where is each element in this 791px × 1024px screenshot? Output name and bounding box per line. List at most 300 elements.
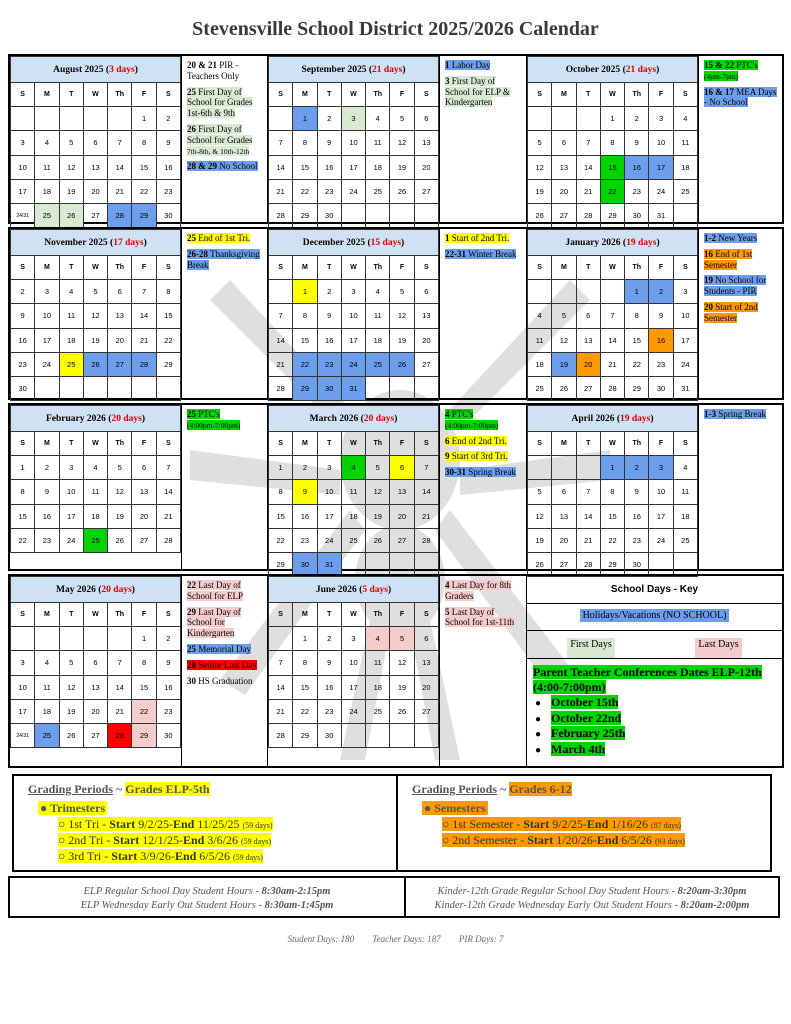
day-cell: 12 bbox=[59, 155, 83, 179]
day-cell: 4 bbox=[59, 280, 83, 304]
month-december bbox=[268, 229, 439, 401]
day-cell: 27 bbox=[390, 528, 414, 552]
note-entry bbox=[704, 60, 777, 82]
hours-label: ELP Regular School Day Student Hours - bbox=[83, 886, 262, 897]
weekday-header: Th bbox=[366, 603, 390, 627]
note-entry bbox=[187, 644, 262, 655]
day-cell: 20 bbox=[414, 155, 438, 179]
note-text: No School for Students - PIR bbox=[704, 275, 767, 297]
day-cell: 2 bbox=[293, 456, 317, 480]
day-cell bbox=[269, 627, 293, 651]
day-cell: 4 bbox=[673, 456, 697, 480]
day-cell: 9 bbox=[625, 480, 649, 504]
day-cell: 14 bbox=[108, 675, 132, 699]
day-cell: 25 bbox=[366, 179, 390, 203]
day-cell: 8 bbox=[132, 651, 156, 675]
note-date: 4 bbox=[445, 580, 450, 590]
note-date: 25 bbox=[187, 643, 196, 654]
day-cell: 13 bbox=[552, 155, 576, 179]
month-title: December 2025 (15 days) bbox=[269, 230, 439, 256]
grading-periods-6-12: Grading Periods ~ Grades 6-12 ● Semesters ○ 1st Semester - Start 9/2/25-End 1/16/26 (87 days) ○ 2nd Semester - Start 1/20/26-End 6/5/26 (93 days) bbox=[396, 774, 772, 872]
day-cell: 30 bbox=[317, 724, 341, 748]
day-cell: 19 bbox=[59, 179, 83, 203]
day-cell: 13 bbox=[83, 675, 107, 699]
day-cell: 21 bbox=[600, 352, 624, 376]
day-cell: 2 bbox=[625, 456, 649, 480]
day-cell bbox=[269, 107, 293, 131]
day-cell: 14 bbox=[269, 675, 293, 699]
day-cell: 1 bbox=[11, 456, 35, 480]
day-cell: 11 bbox=[673, 480, 697, 504]
day-cell: 27 bbox=[108, 352, 132, 376]
day-cell: 29 bbox=[293, 204, 317, 228]
notes-february bbox=[181, 405, 268, 569]
calendar-row-3 bbox=[8, 403, 784, 571]
start-date: 9/2/25- bbox=[135, 817, 173, 831]
day-cell: 4 bbox=[366, 627, 390, 651]
weekday-header: M bbox=[293, 603, 317, 627]
notes-september bbox=[439, 56, 527, 222]
day-cell: 14 bbox=[576, 155, 600, 179]
day-cell bbox=[576, 280, 600, 304]
key-ptc-date: February 25th bbox=[551, 726, 626, 740]
day-cell: 19 bbox=[390, 675, 414, 699]
day-cell: 1 bbox=[625, 280, 649, 304]
notes-may bbox=[181, 576, 268, 766]
day-cell: 15 bbox=[600, 504, 624, 528]
day-cell: 16 bbox=[293, 504, 317, 528]
school-day-count: 3 days bbox=[109, 64, 135, 75]
day-cell: 3 bbox=[341, 627, 365, 651]
note-entry bbox=[187, 676, 262, 687]
note-text: First Day of School for Grades 1st-6th & 9th bbox=[187, 86, 253, 119]
note-entry bbox=[704, 233, 777, 244]
weekday-header: S bbox=[528, 256, 552, 280]
day-cell: 7 bbox=[576, 480, 600, 504]
month-title: August 2025 (3 days) bbox=[11, 57, 181, 83]
day-cell: 1 bbox=[293, 280, 317, 304]
day-cell: 13 bbox=[108, 304, 132, 328]
month-title: February 2026 (20 days) bbox=[11, 406, 181, 432]
day-cell: 19 bbox=[390, 155, 414, 179]
day-cell: 22 bbox=[293, 699, 317, 723]
weekday-header: M bbox=[293, 432, 317, 456]
note-subtext: (4:00pm-7:00pm) bbox=[445, 420, 499, 430]
day-cell: 5 bbox=[59, 131, 83, 155]
period-days: (59 days) bbox=[232, 853, 263, 863]
day-cell: 8 bbox=[269, 480, 293, 504]
day-cell: 18 bbox=[35, 699, 59, 723]
day-cell: 14 bbox=[269, 155, 293, 179]
day-cell: 23 bbox=[11, 352, 35, 376]
key-ptc-date: March 4th bbox=[551, 741, 606, 756]
weekday-header: W bbox=[600, 256, 624, 280]
day-cell: 18 bbox=[366, 155, 390, 179]
day-cell: 8 bbox=[600, 131, 624, 155]
month-name: January 2026 bbox=[565, 237, 621, 248]
day-cell: 7 bbox=[156, 456, 180, 480]
day-cell bbox=[108, 377, 132, 401]
note-date: 3 bbox=[445, 75, 450, 86]
day-cell: 23 bbox=[649, 352, 673, 376]
day-cell: 4 bbox=[366, 280, 390, 304]
period-name: 1st Semester - bbox=[452, 817, 524, 831]
day-cell: 12 bbox=[528, 504, 552, 528]
day-cell: 24 bbox=[649, 179, 673, 203]
day-cell: 28 bbox=[132, 352, 156, 376]
day-cell: 16 bbox=[156, 155, 180, 179]
day-cell: 6 bbox=[83, 651, 107, 675]
note-date: 16 bbox=[704, 248, 713, 259]
note-entry bbox=[445, 436, 521, 447]
note-entry bbox=[187, 87, 262, 119]
day-cell: 24 bbox=[35, 352, 59, 376]
note-entry bbox=[187, 233, 262, 244]
weekday-header: S bbox=[269, 603, 293, 627]
day-cell: 10 bbox=[11, 155, 35, 179]
weekday-header: F bbox=[132, 603, 156, 627]
weekday-header: S bbox=[414, 83, 438, 107]
day-cell: 6 bbox=[132, 456, 156, 480]
weekday-header: Th bbox=[108, 432, 132, 456]
day-cell: 24 bbox=[341, 352, 365, 376]
month-march bbox=[268, 405, 439, 577]
note-date: 4 bbox=[445, 409, 450, 419]
note-date: 1 bbox=[445, 60, 450, 70]
weekday-header: W bbox=[341, 256, 365, 280]
end-label: End bbox=[182, 833, 205, 848]
day-cell: 26 bbox=[59, 724, 83, 748]
hours-label: Kinder-12th Grade Wednesday Early Out Student Hours - bbox=[434, 899, 681, 911]
weekday-header: S bbox=[156, 432, 180, 456]
weekday-header: S bbox=[269, 432, 293, 456]
day-cell: 22 bbox=[293, 179, 317, 203]
day-cell: 20 bbox=[390, 504, 414, 528]
day-cell: 23 bbox=[35, 528, 59, 552]
weekday-header: F bbox=[649, 256, 673, 280]
key-holidays: Holidays/Vacations (NO SCHOOL) bbox=[580, 609, 730, 622]
weekday-header: T bbox=[59, 83, 83, 107]
note-entry bbox=[445, 249, 521, 260]
hours-elp bbox=[8, 876, 406, 918]
start-date: 12/1/25- bbox=[139, 833, 183, 848]
weekday-header: Th bbox=[108, 603, 132, 627]
day-cell: 9 bbox=[11, 304, 35, 328]
weekday-header: W bbox=[83, 256, 107, 280]
month-name: August 2025 bbox=[53, 64, 104, 75]
day-cell bbox=[414, 724, 438, 748]
day-cell: 15 bbox=[625, 328, 649, 352]
day-cell: 29 bbox=[293, 377, 317, 401]
weekday-header: W bbox=[83, 83, 107, 107]
month-name: October 2025 bbox=[565, 64, 621, 75]
weekday-header: W bbox=[83, 603, 107, 627]
day-cell: 1 bbox=[132, 627, 156, 651]
notes-january bbox=[698, 229, 782, 398]
day-cell: 19 bbox=[108, 504, 132, 528]
day-cell: 4 bbox=[35, 651, 59, 675]
day-cell: 17 bbox=[11, 699, 35, 723]
day-cell bbox=[528, 456, 552, 480]
hours-line bbox=[10, 885, 404, 899]
note-text: Start of 3rd Tri. bbox=[449, 451, 508, 462]
day-cell: 24 bbox=[317, 528, 341, 552]
day-cell: 14 bbox=[414, 480, 438, 504]
day-cell bbox=[341, 724, 365, 748]
day-cell bbox=[108, 627, 132, 651]
day-cell: 18 bbox=[366, 675, 390, 699]
weekday-header: T bbox=[576, 83, 600, 107]
day-cell: 22 bbox=[132, 179, 156, 203]
day-cell: 15 bbox=[269, 504, 293, 528]
day-cell: 20 bbox=[576, 352, 600, 376]
note-date: 26 bbox=[187, 123, 196, 134]
day-cell bbox=[108, 107, 132, 131]
key-ptc-date: October 15th bbox=[551, 695, 619, 709]
day-cell: 9 bbox=[317, 651, 341, 675]
note-date: 29 bbox=[187, 606, 196, 617]
day-cell: 20 bbox=[132, 504, 156, 528]
note-date: 30-31 bbox=[445, 467, 466, 478]
end-label: End bbox=[586, 817, 609, 831]
month-february bbox=[10, 405, 181, 553]
day-cell: 26 bbox=[552, 377, 576, 401]
weekday-header: S bbox=[11, 603, 35, 627]
hours-time: 8:20am-2:00pm bbox=[680, 899, 750, 911]
day-cell: 10 bbox=[59, 480, 83, 504]
month-name: June 2026 bbox=[315, 584, 357, 595]
day-cell: 19 bbox=[366, 504, 390, 528]
day-cell: 15 bbox=[132, 155, 156, 179]
day-cell: 22 bbox=[293, 352, 317, 376]
month-august bbox=[10, 56, 181, 228]
day-cell: 3 bbox=[11, 131, 35, 155]
day-cell: 17 bbox=[649, 504, 673, 528]
weekday-header: S bbox=[528, 432, 552, 456]
day-cell: 16 bbox=[156, 675, 180, 699]
day-cell: 2 bbox=[317, 280, 341, 304]
grading-grades: Grades 6-12 bbox=[509, 782, 572, 796]
day-cell: 24 bbox=[59, 528, 83, 552]
note-date: 9 bbox=[445, 451, 450, 462]
day-cell bbox=[576, 456, 600, 480]
day-cell: 13 bbox=[83, 155, 107, 179]
weekday-header: F bbox=[390, 432, 414, 456]
day-cell: 8 bbox=[156, 280, 180, 304]
hours-label: ELP Wednesday Early Out Student Hours - bbox=[80, 899, 265, 911]
day-cell: 17 bbox=[317, 504, 341, 528]
day-cell: 13 bbox=[414, 304, 438, 328]
note-entry bbox=[187, 660, 262, 671]
day-cell: 12 bbox=[552, 328, 576, 352]
day-cell: 3 bbox=[341, 280, 365, 304]
month-name: September 2025 bbox=[301, 64, 367, 75]
weekday-header: M bbox=[35, 603, 59, 627]
school-day-count: 19 days bbox=[626, 237, 657, 248]
notes-december bbox=[439, 229, 527, 398]
month-title: November 2025 (17 days) bbox=[11, 230, 181, 256]
end-date: 11/25/25 bbox=[194, 817, 240, 831]
separator: ~ bbox=[497, 782, 510, 796]
weekday-header: F bbox=[390, 83, 414, 107]
day-cell bbox=[59, 377, 83, 401]
day-cell: 30 bbox=[156, 724, 180, 748]
day-cell: 6 bbox=[390, 456, 414, 480]
day-cell: 6 bbox=[414, 107, 438, 131]
day-cell: 1 bbox=[269, 456, 293, 480]
grading-type: Trimesters bbox=[50, 801, 106, 815]
note-entry bbox=[445, 233, 521, 244]
day-cell: 26 bbox=[366, 528, 390, 552]
day-cell: 5 bbox=[83, 280, 107, 304]
note-entry bbox=[445, 607, 521, 629]
weekday-header: M bbox=[35, 83, 59, 107]
day-cell: 7 bbox=[576, 131, 600, 155]
day-cell bbox=[366, 724, 390, 748]
day-cell: 11 bbox=[528, 328, 552, 352]
period-name: 2nd Tri - bbox=[68, 833, 114, 848]
day-cell: 10 bbox=[11, 675, 35, 699]
month-september bbox=[268, 56, 439, 228]
note-text: Last Day of School for 1st-11th bbox=[445, 606, 515, 628]
day-cell: 30 bbox=[317, 204, 341, 228]
day-cell: 11 bbox=[366, 651, 390, 675]
note-entry bbox=[187, 249, 262, 271]
school-day-count: 20 days bbox=[101, 584, 132, 595]
month-name: November 2025 bbox=[44, 237, 108, 248]
end-label: End bbox=[596, 833, 619, 848]
weekday-header: S bbox=[156, 83, 180, 107]
note-date: 1-2 bbox=[704, 233, 716, 243]
day-cell: 22 bbox=[132, 699, 156, 723]
month-june bbox=[268, 576, 439, 748]
day-cell: 18 bbox=[528, 352, 552, 376]
day-cell bbox=[341, 204, 365, 228]
day-cell: 24 bbox=[341, 179, 365, 203]
day-cell: 17 bbox=[341, 155, 365, 179]
day-cell: 21 bbox=[156, 504, 180, 528]
note-subtext: (4:00pm-7:00pm) bbox=[187, 420, 241, 430]
start-label: Start bbox=[527, 833, 554, 848]
day-cell: 15 bbox=[293, 328, 317, 352]
day-cell: 23 bbox=[293, 528, 317, 552]
day-cell: 30 bbox=[649, 377, 673, 401]
day-cell bbox=[390, 204, 414, 228]
day-cell: 24/31 bbox=[11, 204, 35, 228]
day-cell: 1 bbox=[293, 107, 317, 131]
weekday-header: T bbox=[317, 603, 341, 627]
day-cell: 20 bbox=[414, 675, 438, 699]
day-cell: 3 bbox=[649, 456, 673, 480]
day-cell: 6 bbox=[108, 280, 132, 304]
day-cell: 23 bbox=[317, 179, 341, 203]
day-cell: 2 bbox=[35, 456, 59, 480]
weekday-header: Th bbox=[366, 83, 390, 107]
day-cell: 10 bbox=[341, 304, 365, 328]
day-cell: 19 bbox=[59, 699, 83, 723]
day-cell: 22 bbox=[11, 528, 35, 552]
start-label: Start bbox=[523, 817, 550, 831]
day-cell bbox=[552, 280, 576, 304]
day-cell: 3 bbox=[341, 107, 365, 131]
day-cell: 3 bbox=[11, 651, 35, 675]
day-cell: 16 bbox=[625, 504, 649, 528]
end-label: End bbox=[172, 817, 195, 831]
weekday-header: F bbox=[390, 603, 414, 627]
weekday-header: Th bbox=[108, 256, 132, 280]
day-cell: 13 bbox=[576, 328, 600, 352]
day-cell: 28 bbox=[269, 377, 293, 401]
weekday-header: W bbox=[341, 83, 365, 107]
weekday-header: S bbox=[11, 432, 35, 456]
day-cell bbox=[528, 280, 552, 304]
weekday-header: S bbox=[673, 432, 697, 456]
weekday-header: Th bbox=[625, 432, 649, 456]
note-date: 1 bbox=[445, 233, 450, 243]
day-cell: 13 bbox=[414, 131, 438, 155]
day-cell: 26 bbox=[83, 352, 107, 376]
day-cell: 7 bbox=[600, 304, 624, 328]
weekday-header: S bbox=[414, 256, 438, 280]
day-cell: 2 bbox=[156, 627, 180, 651]
weekday-header: T bbox=[576, 432, 600, 456]
note-date: 25 bbox=[187, 233, 196, 243]
weekday-header: T bbox=[59, 432, 83, 456]
day-cell: 8 bbox=[293, 131, 317, 155]
start-label: Start bbox=[113, 833, 140, 848]
day-cell bbox=[11, 107, 35, 131]
note-date: 16 & 17 bbox=[704, 86, 734, 97]
day-cell: 1 bbox=[293, 627, 317, 651]
day-cell: 14 bbox=[600, 328, 624, 352]
day-cell bbox=[83, 377, 107, 401]
day-cell bbox=[600, 280, 624, 304]
day-cell bbox=[83, 107, 107, 131]
day-cell: 13 bbox=[390, 480, 414, 504]
day-cell bbox=[552, 107, 576, 131]
day-cell: 10 bbox=[341, 651, 365, 675]
weekday-header: S bbox=[269, 256, 293, 280]
day-cell: 8 bbox=[600, 480, 624, 504]
day-cell: 5 bbox=[528, 480, 552, 504]
day-cell: 22 bbox=[625, 352, 649, 376]
weekday-header: F bbox=[132, 432, 156, 456]
note-entry bbox=[445, 580, 521, 602]
note-date: 26-28 bbox=[187, 248, 208, 259]
day-cell: 11 bbox=[35, 675, 59, 699]
day-cell: 11 bbox=[673, 131, 697, 155]
note-date: 20 bbox=[704, 301, 713, 312]
day-cell: 26 bbox=[59, 204, 83, 228]
start-label: Start bbox=[109, 817, 136, 831]
weekday-header: S bbox=[269, 83, 293, 107]
day-cell: 2 bbox=[156, 107, 180, 131]
day-cell: 20 bbox=[552, 528, 576, 552]
day-cell: 21 bbox=[269, 352, 293, 376]
day-cell: 7 bbox=[414, 456, 438, 480]
day-cell: 5 bbox=[528, 131, 552, 155]
day-cell: 5 bbox=[390, 627, 414, 651]
day-cell bbox=[11, 627, 35, 651]
month-november bbox=[10, 229, 181, 401]
weekday-header: M bbox=[35, 432, 59, 456]
day-cell: 3 bbox=[35, 280, 59, 304]
note-text: End of 2nd Tri. bbox=[449, 435, 507, 446]
day-cell: 5 bbox=[108, 456, 132, 480]
day-cell: 29 bbox=[132, 204, 156, 228]
day-cell: 21 bbox=[108, 699, 132, 723]
day-cell: 27 bbox=[552, 553, 576, 577]
